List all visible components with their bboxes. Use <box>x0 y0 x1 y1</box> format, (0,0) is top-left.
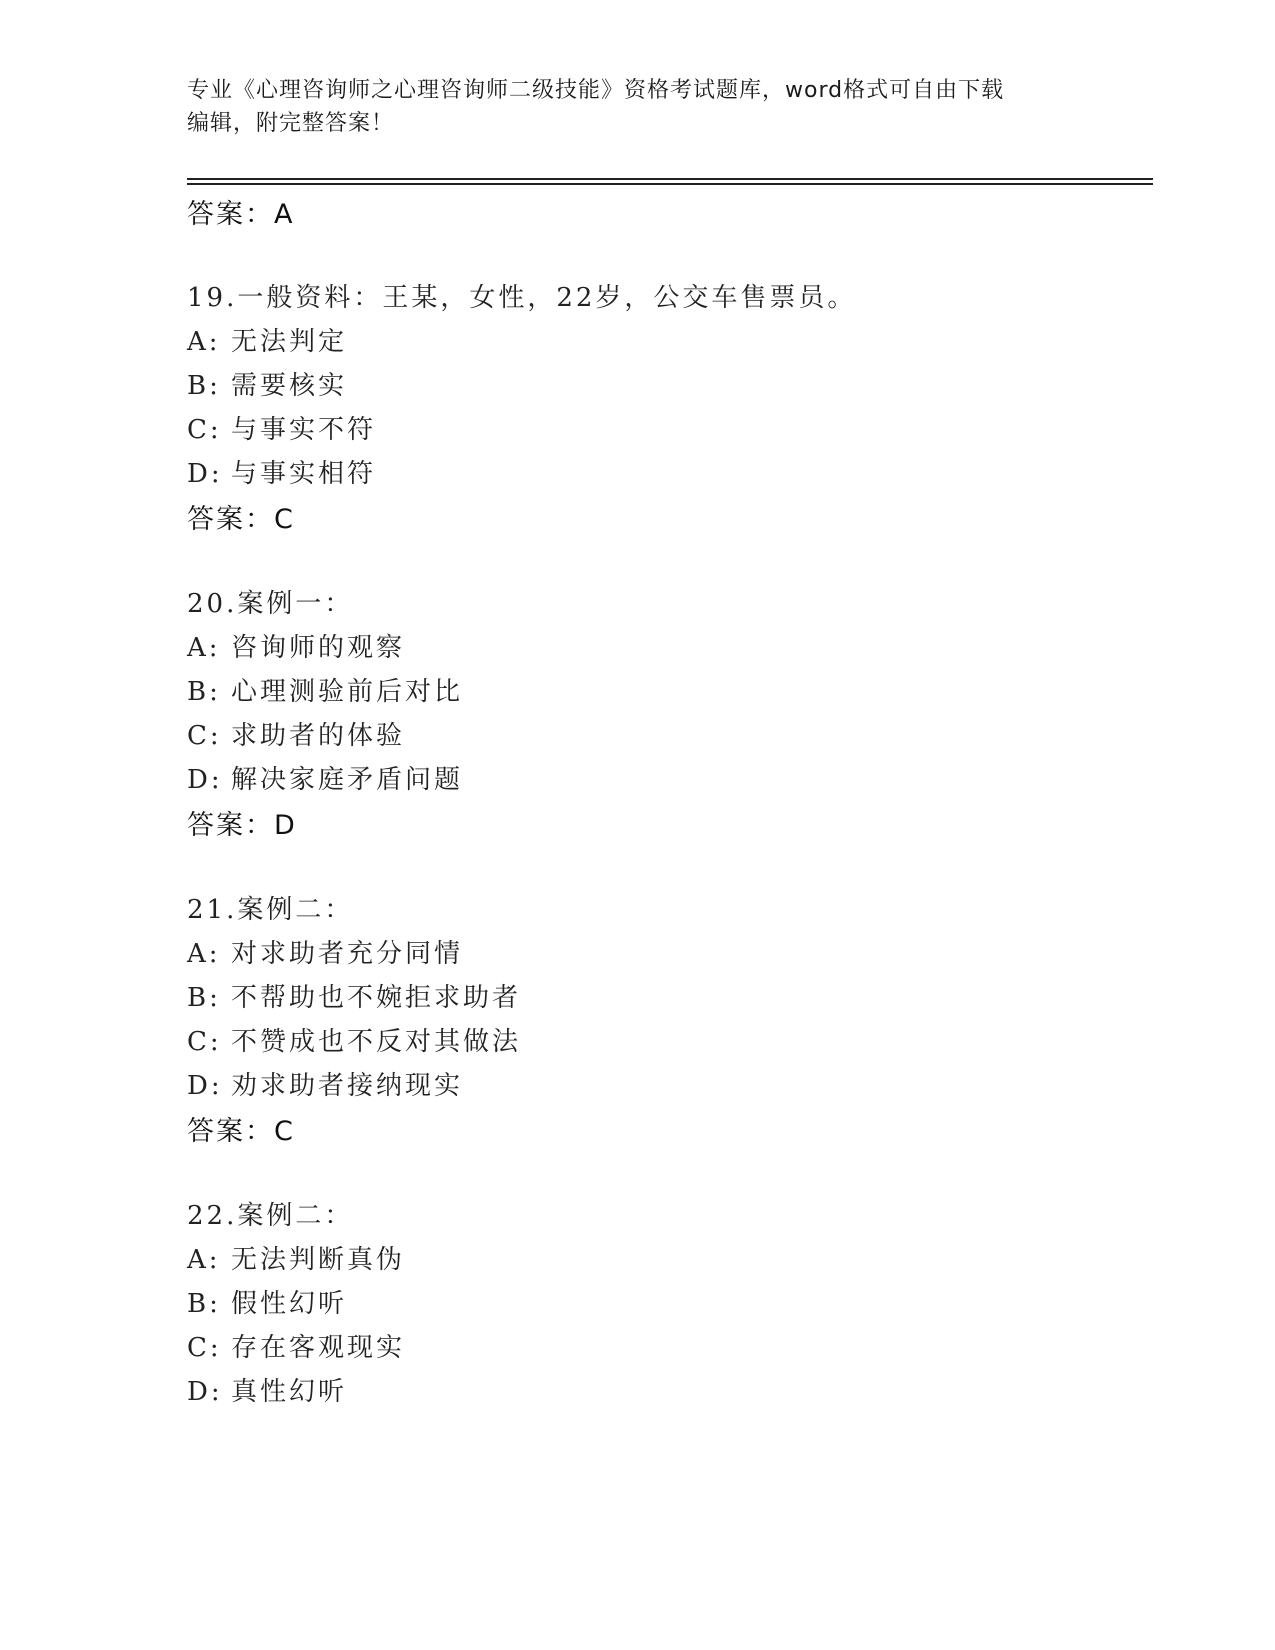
answer-line: 答案：A <box>187 199 295 230</box>
option-letter: C: <box>187 1027 222 1057</box>
option-text: 假性幻听 <box>231 1289 348 1319</box>
option-c <box>187 1327 405 1364</box>
option-d <box>187 453 376 490</box>
option-text: 与事实不符 <box>231 415 377 445</box>
option-text: 咨询师的观察 <box>231 633 406 663</box>
option-text: 求助者的体验 <box>231 721 406 751</box>
document-header <box>187 74 1087 140</box>
question-stem: 22.案例二： <box>187 1201 354 1231</box>
question-stem: 21.案例二： <box>187 895 354 925</box>
option-c <box>187 409 376 446</box>
option-letter: C: <box>187 721 222 751</box>
option-c <box>187 1021 521 1058</box>
option-text: 劝求助者接纳现实 <box>231 1071 464 1101</box>
option-b <box>187 365 347 402</box>
option-d <box>187 759 463 796</box>
option-letter: A: <box>187 939 221 969</box>
option-d <box>187 1371 347 1408</box>
header-line-1: 专业《心理咨询师之心理咨询师二级技能》资格考试题库，word格式可自由下载 <box>187 78 1005 103</box>
option-letter: C: <box>187 1333 222 1363</box>
option-letter: C: <box>187 415 222 445</box>
option-text: 真性幻听 <box>231 1377 348 1407</box>
answer-line: 答案：D <box>187 810 297 841</box>
option-a <box>187 1239 405 1276</box>
option-letter: D: <box>187 459 223 489</box>
option-letter: D: <box>187 1071 223 1101</box>
option-letter: A: <box>187 1245 221 1275</box>
option-text: 与事实相符 <box>231 459 377 489</box>
option-text: 解决家庭矛盾问题 <box>231 765 464 795</box>
option-text: 心理测验前后对比 <box>231 677 464 707</box>
option-text: 需要核实 <box>231 371 348 401</box>
option-b <box>187 977 521 1014</box>
option-letter: A: <box>187 633 221 663</box>
option-text: 存在客观现实 <box>231 1333 406 1363</box>
header-divider-bottom <box>187 183 1153 185</box>
option-b <box>187 1283 347 1320</box>
question-stem: 20.案例一： <box>187 589 354 619</box>
option-letter: D: <box>187 1377 223 1407</box>
answer-line: 答案：C <box>187 1116 295 1147</box>
option-letter: D: <box>187 765 223 795</box>
option-c <box>187 715 405 752</box>
option-letter: B: <box>187 371 221 401</box>
option-d <box>187 1065 463 1102</box>
option-text: 无法判定 <box>231 327 348 357</box>
option-letter: B: <box>187 983 221 1013</box>
answer-line: 答案：C <box>187 504 295 535</box>
option-a <box>187 627 405 664</box>
header-line-2: 编辑，附完整答案！ <box>187 111 395 136</box>
option-letter: B: <box>187 1289 221 1319</box>
option-text: 对求助者充分同情 <box>231 939 464 969</box>
option-text: 不帮助也不婉拒求助者 <box>231 983 522 1013</box>
option-b <box>187 671 463 708</box>
option-text: 不赞成也不反对其做法 <box>231 1027 522 1057</box>
option-a <box>187 933 463 970</box>
option-letter: A: <box>187 327 221 357</box>
option-a <box>187 321 347 358</box>
option-letter: B: <box>187 677 221 707</box>
question-stem: 19.一般资料：王某，女性，22岁，公交车售票员。 <box>187 283 857 313</box>
option-text: 无法判断真伪 <box>231 1245 406 1275</box>
header-divider-top <box>187 178 1153 180</box>
